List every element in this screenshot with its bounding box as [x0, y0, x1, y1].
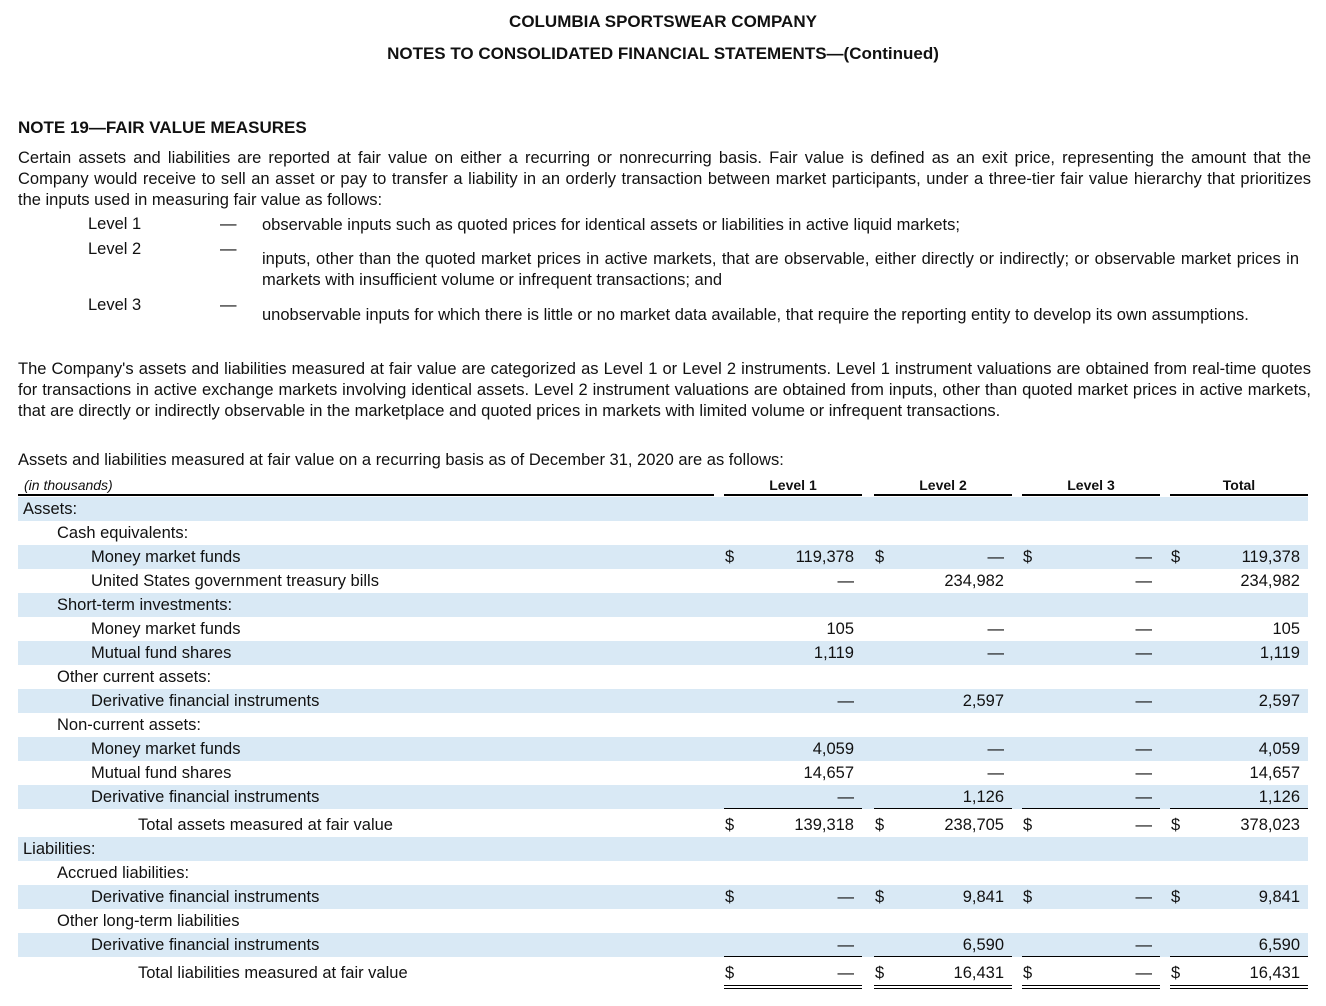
table-row — [18, 785, 1308, 809]
column-header-total: Total — [1222, 477, 1256, 493]
value-level-2: — — [987, 740, 1004, 758]
value-level-2: — — [987, 764, 1004, 782]
currency-symbol: $ — [1023, 964, 1033, 982]
column-header-level-1: Level 1 — [769, 477, 817, 493]
level-1-description: observable inputs such as quoted prices for identical assets or liabilities in active liquid markets; — [262, 216, 960, 234]
level-2-dash: — — [220, 240, 237, 258]
row-label: Short-term investments: — [57, 596, 233, 614]
row-label: Money market funds — [91, 740, 241, 758]
total-double-rule — [724, 985, 862, 989]
row-label: Derivative financial instruments — [91, 888, 320, 906]
total-double-rule — [1170, 985, 1308, 989]
table-row — [18, 497, 1308, 521]
currency-symbol: $ — [1171, 548, 1181, 566]
table-row — [18, 521, 1308, 545]
currency-symbol: $ — [875, 888, 885, 906]
level-3-label: Level 3 — [88, 296, 142, 314]
subtotal-rule — [1170, 808, 1308, 809]
value-level-2: 9,841 — [962, 888, 1004, 906]
column-rule — [1022, 494, 1160, 496]
table-units-label: (in thousands) — [24, 477, 113, 493]
value-level-3: — — [1135, 740, 1152, 758]
level-3-description: unobservable inputs for which there is little or no market data available, that require the reporting entity to develop its own assumptions. — [262, 306, 1249, 324]
value-level-2: 16,431 — [953, 964, 1004, 982]
row-label: Non-current assets: — [57, 716, 201, 734]
table-row — [18, 689, 1308, 713]
company-name: COLUMBIA SPORTSWEAR COMPANY — [509, 12, 817, 31]
level-2-label: Level 2 — [88, 240, 142, 258]
value-total: 2,597 — [1258, 692, 1300, 710]
header-rule — [18, 494, 714, 496]
row-label: United States government treasury bills — [91, 572, 379, 590]
value-level-3: — — [1135, 548, 1152, 566]
table-row — [18, 961, 1308, 985]
value-level-3: — — [1135, 572, 1152, 590]
value-total: 1,126 — [1258, 788, 1300, 806]
table-row — [18, 593, 1308, 617]
table-row — [18, 933, 1308, 957]
currency-symbol: $ — [875, 816, 885, 834]
paragraph-level-categorization: The Company's assets and liabilities measured at fair value are categorized as Level 1 or Level 2 instruments. Level 1 instrument valuations are obtained from real-time quotes for transactions in active exchange markets involving identical assets. Level 2 instrument valuations are obtained from inputs, other than quoted market prices in active markets, that are directly or indirectly observable in the marketplace and quoted prices in markets with limited volume or infrequent transactions. — [18, 360, 1311, 420]
value-level-1: 139,318 — [794, 816, 854, 834]
value-level-2: 2,597 — [962, 692, 1004, 710]
row-label: Other current assets: — [57, 668, 212, 686]
currency-symbol: $ — [875, 964, 885, 982]
value-level-1: 4,059 — [812, 740, 854, 758]
table-row — [18, 761, 1308, 785]
table-intro: Assets and liabilities measured at fair value on a recurring basis as of December 31, 2020 are as follows: — [18, 451, 784, 469]
row-label: Mutual fund shares — [91, 644, 232, 662]
level-2-description: inputs, other than the quoted market prices in active markets, that are observable, either directly or indirectly; or observable market prices in markets with insufficient volume or infrequent transactions; and — [262, 250, 1299, 289]
subtotal-rule — [874, 808, 1012, 809]
total-double-rule — [1022, 985, 1160, 989]
row-label: Total liabilities measured at fair value — [138, 964, 408, 982]
row-label: Accrued liabilities: — [57, 864, 190, 882]
column-header-level-3: Level 3 — [1067, 477, 1115, 493]
value-level-1: — — [837, 888, 854, 906]
level-1-label: Level 1 — [88, 215, 142, 233]
paragraph-fair-value-definition: Certain assets and liabilities are reported at fair value on either a recurring or nonrecurring basis. Fair value is defined as an exit price, representing the amount that the Company would receive to sell an asset or pay to transfer a liability in an orderly transaction between market participants, under a three-tier fair value hierarchy that prioritizes the inputs used in measuring fair value as follows: — [18, 149, 1311, 209]
column-rule — [724, 494, 862, 496]
currency-symbol: $ — [1023, 816, 1033, 834]
value-level-3: — — [1135, 788, 1152, 806]
value-level-1: — — [837, 572, 854, 590]
level-1-dash: — — [220, 215, 237, 233]
value-level-2: 238,705 — [944, 816, 1004, 834]
table-row — [18, 737, 1308, 761]
value-level-1: — — [837, 788, 854, 806]
column-header-level-2: Level 2 — [919, 477, 967, 493]
value-total: 105 — [1272, 620, 1300, 638]
subtotal-rule — [724, 808, 862, 809]
currency-symbol: $ — [1171, 816, 1181, 834]
currency-symbol: $ — [1023, 548, 1033, 566]
value-total: 234,982 — [1240, 572, 1300, 590]
total-double-rule — [874, 985, 1012, 989]
value-level-2: 6,590 — [962, 936, 1004, 954]
row-label: Liabilities: — [23, 840, 96, 858]
currency-symbol: $ — [725, 816, 735, 834]
row-label: Other long-term liabilities — [57, 912, 240, 930]
value-level-3: — — [1135, 692, 1152, 710]
row-label: Assets: — [23, 500, 78, 518]
value-level-1: 119,378 — [795, 548, 854, 566]
subtotal-rule — [1022, 956, 1160, 957]
table-row — [18, 569, 1308, 593]
row-label: Mutual fund shares — [91, 764, 232, 782]
row-label: Derivative financial instruments — [91, 788, 320, 806]
value-total: 6,590 — [1258, 936, 1300, 954]
table-row — [18, 617, 1308, 641]
table-row — [18, 641, 1308, 665]
currency-symbol: $ — [725, 888, 735, 906]
currency-symbol: $ — [875, 548, 885, 566]
value-level-1: 1,119 — [813, 644, 854, 662]
value-level-3: — — [1135, 644, 1152, 662]
value-level-3: — — [1135, 816, 1152, 834]
currency-symbol: $ — [725, 964, 735, 982]
subtotal-rule — [1170, 956, 1308, 957]
value-level-1: — — [837, 936, 854, 954]
value-level-3: — — [1135, 964, 1152, 982]
row-label: Money market funds — [91, 620, 241, 638]
table-row — [18, 713, 1308, 737]
table-row — [18, 885, 1308, 909]
value-total: 4,059 — [1258, 740, 1300, 758]
note-title: NOTE 19—FAIR VALUE MEASURES — [18, 118, 307, 137]
table-row — [18, 837, 1308, 861]
value-level-2: 234,982 — [944, 572, 1004, 590]
currency-symbol: $ — [1171, 888, 1181, 906]
column-rule — [874, 494, 1012, 496]
value-level-1: — — [837, 964, 854, 982]
row-label: Derivative financial instruments — [91, 692, 320, 710]
row-label: Cash equivalents: — [57, 524, 189, 542]
value-total: 1,119 — [1259, 644, 1300, 662]
level-3-dash: — — [220, 296, 237, 314]
value-level-1: 14,657 — [803, 764, 854, 782]
subtotal-rule — [874, 956, 1012, 957]
row-label: Derivative financial instruments — [91, 936, 320, 954]
currency-symbol: $ — [1023, 888, 1033, 906]
value-level-3: — — [1135, 620, 1152, 638]
subtotal-rule — [1022, 808, 1160, 809]
value-level-1: 105 — [826, 620, 854, 638]
value-level-2: — — [987, 644, 1004, 662]
value-total: 378,023 — [1240, 816, 1300, 834]
value-total: 119,378 — [1241, 548, 1300, 566]
table-row — [18, 909, 1308, 933]
value-total: 9,841 — [1258, 888, 1300, 906]
column-rule — [1170, 494, 1308, 496]
table-row — [18, 665, 1308, 689]
table-row — [18, 861, 1308, 885]
currency-symbol: $ — [1171, 964, 1181, 982]
table-row — [18, 545, 1308, 569]
value-level-2: 1,126 — [962, 788, 1004, 806]
row-label: Money market funds — [91, 548, 241, 566]
subtotal-rule — [724, 956, 862, 957]
currency-symbol: $ — [725, 548, 735, 566]
page-subtitle: NOTES TO CONSOLIDATED FINANCIAL STATEMENTS—(Continued) — [387, 44, 939, 63]
value-level-3: — — [1135, 764, 1152, 782]
row-label: Total assets measured at fair value — [138, 816, 393, 834]
value-level-3: — — [1135, 888, 1152, 906]
value-level-3: — — [1135, 936, 1152, 954]
value-level-2: — — [987, 620, 1004, 638]
table-row — [18, 813, 1308, 837]
value-level-2: — — [987, 548, 1004, 566]
value-total: 16,431 — [1249, 964, 1300, 982]
value-total: 14,657 — [1249, 764, 1300, 782]
value-level-1: — — [837, 692, 854, 710]
